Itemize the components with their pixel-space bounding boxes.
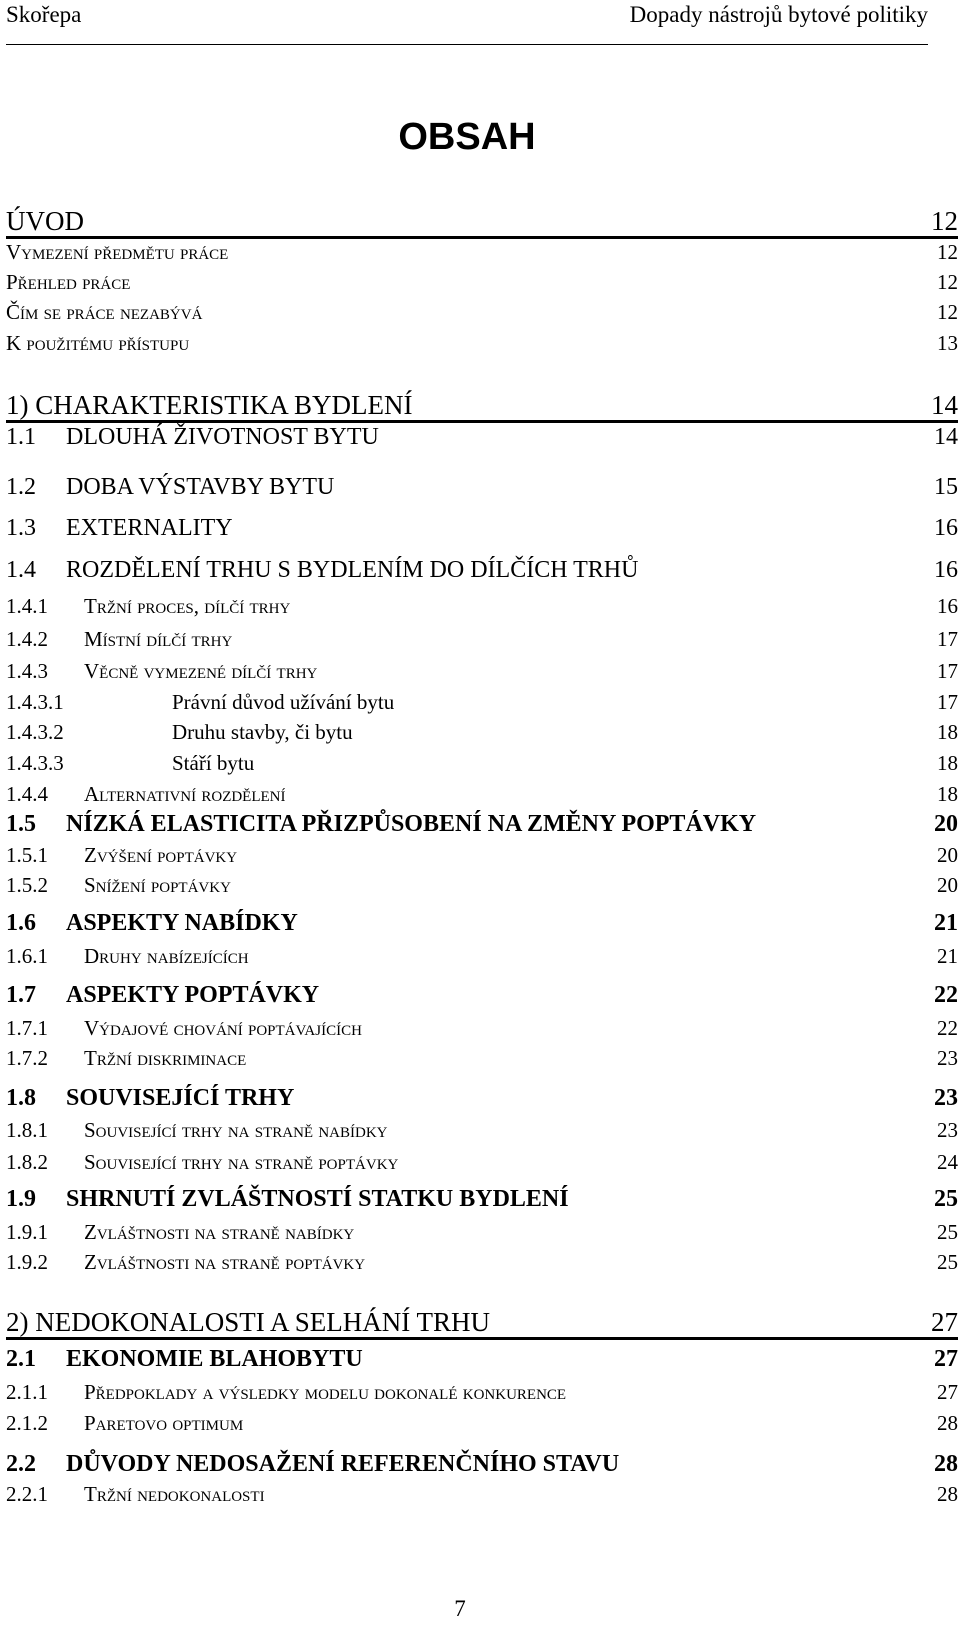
toc-entry-page: 17 (937, 690, 958, 714)
toc-entry-label: Přehled práce (6, 270, 131, 294)
toc-entry-label: K použitému přístupu (6, 331, 190, 355)
toc-entry-number: 1.4.2 (6, 627, 48, 651)
toc-entry-label: Výdajové chování poptávajících (84, 1016, 362, 1040)
toc-entry-page: 14 (931, 390, 958, 420)
toc-entry[interactable] (6, 240, 958, 270)
toc-entry[interactable] (6, 594, 958, 624)
toc-entry-page: 13 (937, 331, 958, 355)
toc-entry-number: 1.9.1 (6, 1220, 48, 1244)
toc-entry-page: 23 (934, 1085, 958, 1111)
toc-entry-page: 27 (931, 1307, 958, 1337)
toc-entry-page: 22 (934, 982, 958, 1008)
toc-entry-label: ÚVOD (6, 206, 84, 236)
toc-entry-label: Alternativní rozdělení (84, 782, 286, 806)
toc-entry-number: 1.6 (6, 910, 36, 936)
toc-entry-number: 1.5.1 (6, 843, 48, 867)
toc-entry-page: 18 (937, 720, 958, 744)
toc-entry-label: Právní důvod užívání bytu (172, 690, 395, 714)
toc-entry-page: 25 (937, 1250, 958, 1274)
toc-entry[interactable] (6, 751, 958, 781)
toc-entry-number: 2.1.2 (6, 1411, 48, 1435)
toc-entry-page: 27 (937, 1380, 958, 1404)
toc-entry-number: 1.7.2 (6, 1046, 48, 1070)
toc-entry-page: 27 (934, 1346, 958, 1372)
toc-entry-page: 28 (937, 1411, 958, 1435)
toc-entry-number: 1.1 (6, 424, 36, 450)
toc-entry-page: 28 (934, 1451, 958, 1477)
toc-entry-number: 2.1.1 (6, 1380, 48, 1404)
header-author: Skořepa (6, 2, 82, 27)
toc-entry-label: Druhu stavby, či bytu (172, 720, 353, 744)
toc-entry-label: Související trhy na straně nabídky (84, 1118, 388, 1142)
toc-entry-page: 16 (934, 557, 958, 583)
toc-entry[interactable] (6, 910, 958, 942)
toc-entry[interactable] (6, 1307, 958, 1343)
toc-entry[interactable] (6, 843, 958, 873)
toc-entry[interactable] (6, 424, 958, 456)
toc-entry-label: Zvláštnosti na straně poptávky (84, 1250, 366, 1274)
toc-entry-number: 1.4.1 (6, 594, 48, 618)
toc-entry[interactable] (6, 1411, 958, 1441)
toc-entry-label: 1) CHARAKTERISTIKA BYDLENÍ (6, 390, 413, 420)
toc-entry-label: DLOUHÁ ŽIVOTNOST BYTU (66, 424, 379, 450)
toc-entry-page: 25 (937, 1220, 958, 1244)
toc-entry-page: 12 (937, 240, 958, 264)
toc-entry-label: SHRNUTÍ ZVLÁŠTNOSTÍ STATKU BYDLENÍ (66, 1186, 569, 1212)
toc-entry-page: 18 (937, 751, 958, 775)
toc-entry-number: 1.7 (6, 982, 36, 1008)
toc-entry-number: 1.8.2 (6, 1150, 48, 1174)
toc-entry-label: SOUVISEJÍCÍ TRHY (66, 1085, 295, 1111)
toc-entry[interactable] (6, 557, 958, 589)
page-number: 7 (454, 1596, 466, 1621)
toc-entry-number: 1.4.3.3 (6, 751, 64, 775)
toc-entry-label: 2) NEDOKONALOSTI A SELHÁNÍ TRHU (6, 1307, 490, 1337)
toc-entry-page: 28 (937, 1482, 958, 1506)
toc-entry[interactable] (6, 1482, 958, 1512)
toc-entry-label: DOBA VÝSTAVBY BYTU (66, 474, 335, 500)
toc-entry[interactable] (6, 982, 958, 1014)
toc-entry-label: Zvláštnosti na straně nabídky (84, 1220, 355, 1244)
toc-entry-page: 25 (934, 1186, 958, 1212)
toc-entry-label: Tržní nedokonalosti (84, 1482, 265, 1506)
contents-title: OBSAH (398, 116, 536, 158)
toc-entry-page: 20 (937, 843, 958, 867)
toc-entry-page: 21 (934, 910, 958, 936)
toc-entry-number: 2.2.1 (6, 1482, 48, 1506)
toc-entry-number: 1.5.2 (6, 873, 48, 897)
toc-entry-label: Věcně vymezené dílčí trhy (84, 659, 318, 683)
toc-entry[interactable] (6, 873, 958, 903)
toc-entry[interactable] (6, 690, 958, 720)
toc-entry-number: 1.5 (6, 811, 36, 837)
toc-entry-page: 23 (937, 1118, 958, 1142)
toc-entry-label: Snížení poptávky (84, 873, 231, 897)
toc-entry[interactable] (6, 944, 958, 974)
toc-entry[interactable] (6, 1250, 958, 1280)
chapter-underline (6, 420, 958, 423)
toc-entry-number: 1.4 (6, 557, 36, 583)
toc-entry-page: 17 (937, 659, 958, 683)
toc-entry-label: ROZDĚLENÍ TRHU S BYDLENÍM DO DÍLČÍCH TRHŮ (66, 557, 639, 583)
toc-entry-page: 16 (937, 594, 958, 618)
toc-entry-number: 1.8 (6, 1085, 36, 1111)
toc-entry[interactable] (6, 1186, 958, 1218)
toc-entry-label: EKONOMIE BLAHOBYTU (66, 1346, 363, 1372)
toc-entry-page: 24 (937, 1150, 958, 1174)
toc-entry-number: 2.2 (6, 1451, 36, 1477)
toc-entry-number: 1.4.3.2 (6, 720, 64, 744)
toc-entry[interactable] (6, 331, 958, 361)
toc-entry-page: 12 (931, 206, 958, 236)
toc-entry[interactable] (6, 206, 958, 242)
toc-entry-label: Místní dílčí trhy (84, 627, 233, 651)
toc-entry-label: Stáří bytu (172, 751, 255, 775)
toc-entry[interactable] (6, 1046, 958, 1076)
toc-entry[interactable] (6, 1220, 958, 1250)
toc-entry-number: 1.4.3.1 (6, 690, 64, 714)
toc-entry-label: EXTERNALITY (66, 515, 233, 541)
toc-entry-label: Vymezení předmětu práce (6, 240, 229, 264)
toc-entry[interactable] (6, 1118, 958, 1148)
toc-entry[interactable] (6, 720, 958, 750)
toc-entry[interactable] (6, 1346, 958, 1378)
toc-entry-number: 1.2 (6, 474, 36, 500)
toc-entry-page: 20 (934, 811, 958, 837)
toc-entry[interactable] (6, 390, 958, 426)
toc-entry-page: 16 (934, 515, 958, 541)
chapter-underline (6, 236, 958, 239)
toc-entry[interactable] (6, 270, 958, 300)
toc-entry-number: 1.6.1 (6, 944, 48, 968)
toc-entry-label: NÍZKÁ ELASTICITA PŘIZPŮSOBENÍ NA ZMĚNY POPTÁVKY (66, 811, 757, 837)
toc-entry[interactable] (6, 300, 958, 330)
header-title: Dopady nástrojů bytové politiky (629, 2, 928, 27)
toc-entry-page: 18 (937, 782, 958, 806)
toc-entry[interactable] (6, 1085, 958, 1117)
toc-entry-page: 12 (937, 300, 958, 324)
toc-entry-page: 21 (937, 944, 958, 968)
toc-entry-number: 1.7.1 (6, 1016, 48, 1040)
toc-entry[interactable] (6, 1016, 958, 1046)
toc-entry-label: Tržní proces, dílčí trhy (84, 594, 291, 618)
toc-entry-page: 12 (937, 270, 958, 294)
toc-entry-number: 1.4.4 (6, 782, 48, 806)
toc-entry[interactable] (6, 659, 958, 689)
toc-entry-number: 1.4.3 (6, 659, 48, 683)
toc-entry[interactable] (6, 1451, 958, 1483)
toc-entry-label: Tržní diskriminace (84, 1046, 247, 1070)
toc-entry-page: 15 (934, 474, 958, 500)
toc-entry-page: 23 (937, 1046, 958, 1070)
toc-entry-number: 2.1 (6, 1346, 36, 1372)
toc-entry-label: ASPEKTY NABÍDKY (66, 910, 298, 936)
toc-entry-number: 1.8.1 (6, 1118, 48, 1142)
toc-entry-label: Zvýšení poptávky (84, 843, 238, 867)
toc-entry-page: 22 (937, 1016, 958, 1040)
toc-entry-label: ASPEKTY POPTÁVKY (66, 982, 320, 1008)
toc-entry[interactable] (6, 627, 958, 657)
toc-entry-page: 20 (937, 873, 958, 897)
toc-entry[interactable] (6, 1150, 958, 1180)
chapter-underline (6, 1337, 958, 1340)
toc-entry[interactable] (6, 474, 958, 506)
toc-entry-page: 17 (937, 627, 958, 651)
toc-entry-label: Paretovo optimum (84, 1411, 244, 1435)
toc-entry-label: Druhy nabízejících (84, 944, 249, 968)
toc-entry[interactable] (6, 1380, 958, 1410)
toc-entry-label: DŮVODY NEDOSAŽENÍ REFERENČNÍHO STAVU (66, 1451, 620, 1477)
toc-entry-number: 1.9.2 (6, 1250, 48, 1274)
toc-entry-number: 1.3 (6, 515, 36, 541)
toc-entry[interactable] (6, 811, 958, 843)
toc-entry-page: 14 (934, 424, 958, 450)
toc-entry[interactable] (6, 782, 958, 812)
toc-entry-label: Předpoklady a výsledky modelu dokonalé konkurence (84, 1380, 567, 1404)
toc-entry-label: Související trhy na straně poptávky (84, 1150, 399, 1174)
toc-entry-number: 1.9 (6, 1186, 36, 1212)
toc-entry[interactable] (6, 515, 958, 547)
toc-entry-label: Čím se práce nezabývá (6, 300, 203, 324)
